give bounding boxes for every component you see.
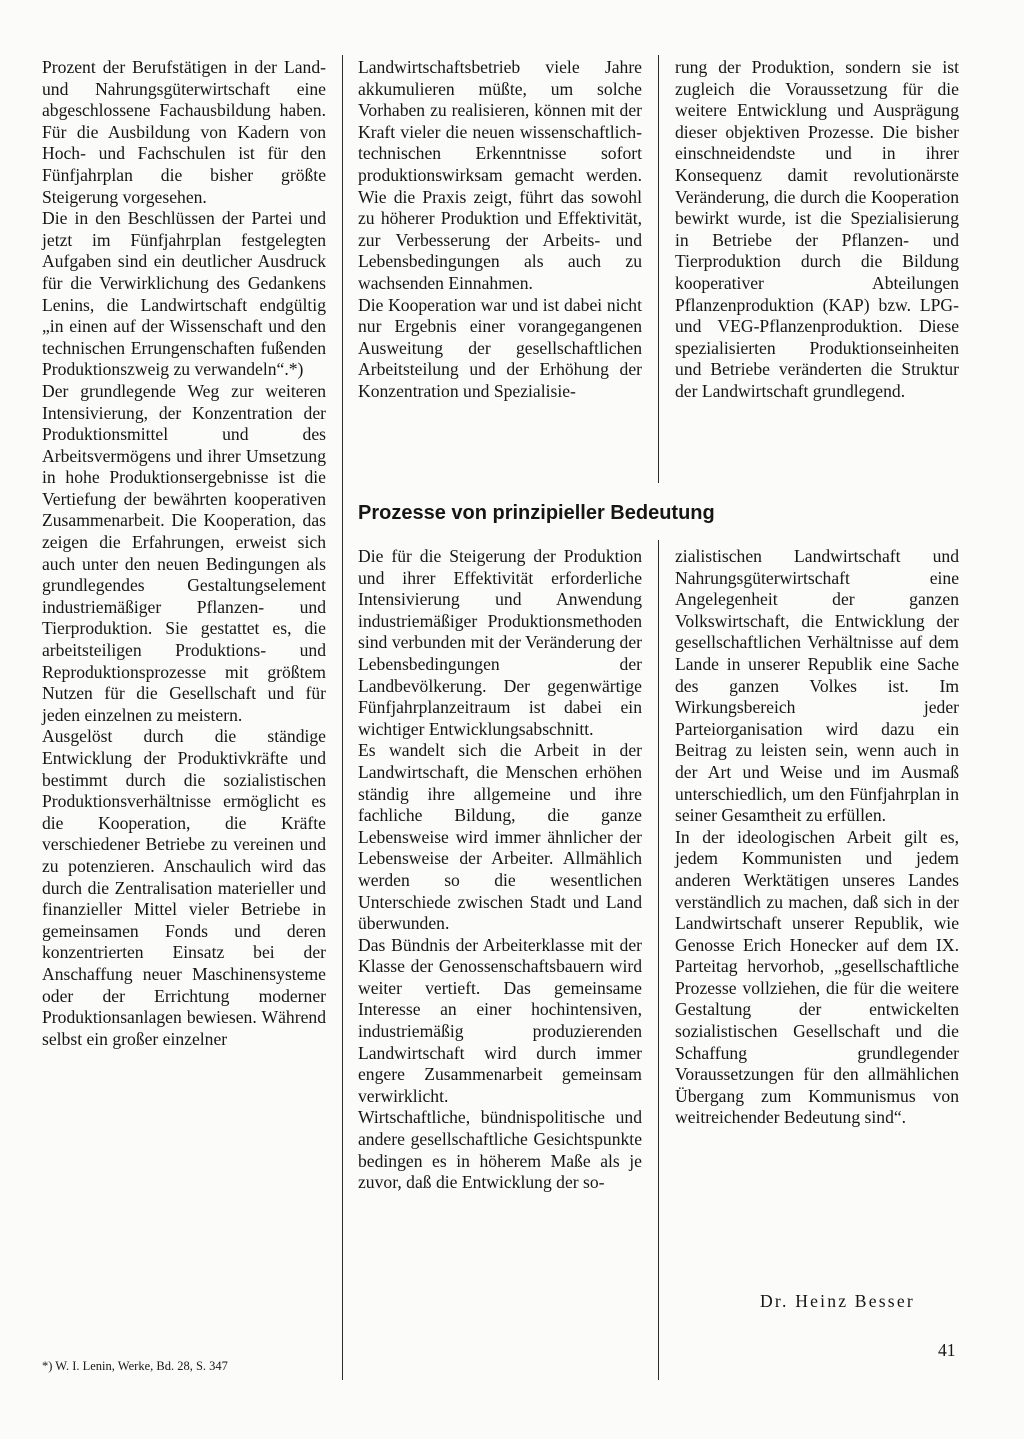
paragraph: Ausgelöst durch die ständige Entwicklung der Produktivkräfte und bestimmt durch die sozialistischen Produktionsverhältnisse ermöglicht es die Kooperation, die Kräfte verschiedener Betriebe zu vereinen und zu potenzieren. Anschaulich wird das durch die Zentralisation materieller und finanzieller Mittel vieler Betriebe in gemeinsamen Fonds und deren konzentrierten Einsatz bei der Anschaffung neuer Maschinensysteme oder der Errichtung moderner Produktionsanlagen bewiesen. Während selbst ein großer einzelner: [42, 726, 326, 1049]
text-column-middle-top: [358, 57, 642, 403]
paragraph: Wirtschaftliche, bündnispolitische und andere gesellschaftliche Gesichtspunkte bedingen es in höherem Maße als je zuvor, daß die Entwicklung der so-: [358, 1107, 642, 1193]
paragraph: Die Kooperation war und ist dabei nicht nur Ergebnis einer vorangegangenen Ausweitung der gesellschaftlichen Arbeitsteilung und der Erhöhung der Konzentration und Spezialisie-: [358, 294, 642, 401]
paragraph: In der ideologischen Arbeit gilt es, jedem Kommunisten und jedem anderen Werktätigen unseres Landes verständlich zu machen, daß sich in der Landwirtschaft unserer Republik, wie Genosse Erich Honecker auf dem IX. Parteitag hervorhob, „gesellschaftliche Prozesse vollziehen, die für die weitere Gestaltung der entwickelten sozialistischen Gesellschaft und die Schaffung grundlegender Voraussetzungen für den allmählichen Übergang zum Kommunismus von weitreichender Bedeutung sind“.: [675, 826, 959, 1128]
column-rule: [658, 55, 659, 483]
column-rule: [658, 540, 659, 1380]
column-rule: [342, 55, 343, 1380]
section-heading: Prozesse von prinzipieller Bedeutung: [358, 502, 715, 524]
text-column-left: [42, 57, 326, 1050]
text-column-right-bottom: [675, 546, 959, 1129]
paragraph: zialistischen Landwirtschaft und Nahrungsgüterwirtschaft eine Angelegenheit der ganzen Volkswirtschaft, die Entwicklung der gesellschaftlichen Verhältnisse auf dem Lande in unserer Republik eine Sache des ganzen Volkes ist. Im Wirkungsbereich jeder Parteiorganisation wird dazu ein Beitrag zu leisten sein, wenn auch in der Art und Weise und im Ausmaß unterschiedlich, um den Fünfjahrplan in seiner Gesamtheit zu erfüllen.: [675, 546, 959, 826]
text-column-right-top: [675, 57, 959, 403]
paragraph: Prozent der Berufstätigen in der Land- und Nahrungsgüterwirtschaft eine abgeschlossene Fachausbildung haben. Für die Ausbildung von Kadern von Hoch- und Fachschulen ist für den Fünfjahrplan die bisher größte Steigerung vorgesehen.: [42, 57, 326, 207]
paragraph: Es wandelt sich die Arbeit in der Landwirtschaft, die Menschen erhöhen ständig ihre allgemeine und ihre fachliche Bildung, die ganze Lebensweise wird immer ähnlicher der Lebensweise der Arbeiter. Allmählich werden so die wesentlichen Unterschiede zwischen Stadt und Land überwunden.: [358, 740, 642, 934]
paragraph: Das Bündnis der Arbeiterklasse mit der Klasse der Genossenschaftsbauern wird weiter vertieft. Das gemeinsame Interesse an einer hochintensiven, industriemäßig produzierenden Landwirtschaft wird durch immer engere Zusammenarbeit gemeinsam verwirklicht.: [358, 934, 642, 1106]
paragraph: rung der Produktion, sondern sie ist zugleich die Voraussetzung für die weitere Entwicklung und Ausprägung dieser objektiven Prozesse. Die bisher einschneidendste und in ihrer Konsequenz damit revolutionärste Veränderung, die durch die Kooperation bewirkt wurde, ist die Spezialisierung in Betriebe der Pflanzen- und Tierproduktion durch die Bildung kooperativer Abteilungen Pflanzenproduktion (KAP) bzw. LPG- und VEG-Pflanzenproduktion. Diese spezialisierten Produktionseinheiten und Betriebe veränderten die Struktur der Landwirtschaft grundlegend.: [675, 57, 959, 401]
paragraph: Die in den Beschlüssen der Partei und jetzt im Fünfjahrplan festgelegten Aufgaben sind ein deutlicher Ausdruck für die Verwirklichung des Gedankens Lenins, die Landwirtschaft endgültig „in einen auf der Wissenschaft und den technischen Errungenschaften fußenden Produktionszweig zu verwandeln“.*): [42, 208, 326, 380]
footnote: *) W. I. Lenin, Werke, Bd. 28, S. 347: [42, 1359, 228, 1373]
paragraph: Landwirtschaftsbetrieb viele Jahre akkumulieren müßte, um solche Vorhaben zu realisieren, können mit der Kraft vieler die neuen wissenschaftlich-technischen Erkenntnisse sofort produktionswirksam gemacht werden. Wie die Praxis zeigt, führt das sowohl zu höherer Produktion und Effektivität, zur Verbesserung der Arbeits- und Lebensbedingungen als auch zu wachsenden Einnahmen.: [358, 57, 642, 293]
text-column-middle-bottom: [358, 546, 642, 1194]
paragraph: Der grundlegende Weg zur weiteren Intensivierung, der Konzentration der Produktionsmittel und des Arbeitsvermögens und ihrer Umsetzung in hohe Produktionsergebnisse ist die Vertiefung der bewährten kooperativen Zusammenarbeit. Die Kooperation, das zeigen die Erfahrungen, erweist sich auch unter den neuen Bedingungen als grundlegendes Gestaltungselement industriemäßiger Pflanzen- und Tierproduktion. Sie gestattet es, die arbeitsteiligen Produktions- und Reproduktionsprozesse mit größtem Nutzen für die Gesellschaft und für jeden einzelnen zu meistern.: [42, 380, 326, 725]
author-signature: Dr. Heinz Besser: [760, 1291, 915, 1311]
page-number: 41: [938, 1340, 956, 1360]
paragraph: Die für die Steigerung der Produktion und ihrer Effektivität erforderliche Intensivierung und Anwendung industriemäßiger Produktionsmethoden sind verbunden mit der Veränderung der Lebensbedingungen der Landbevölkerung. Der gegenwärtige Fünfjahrplanzeitraum ist dabei ein wichtiger Entwicklungsabschnitt.: [358, 546, 642, 739]
